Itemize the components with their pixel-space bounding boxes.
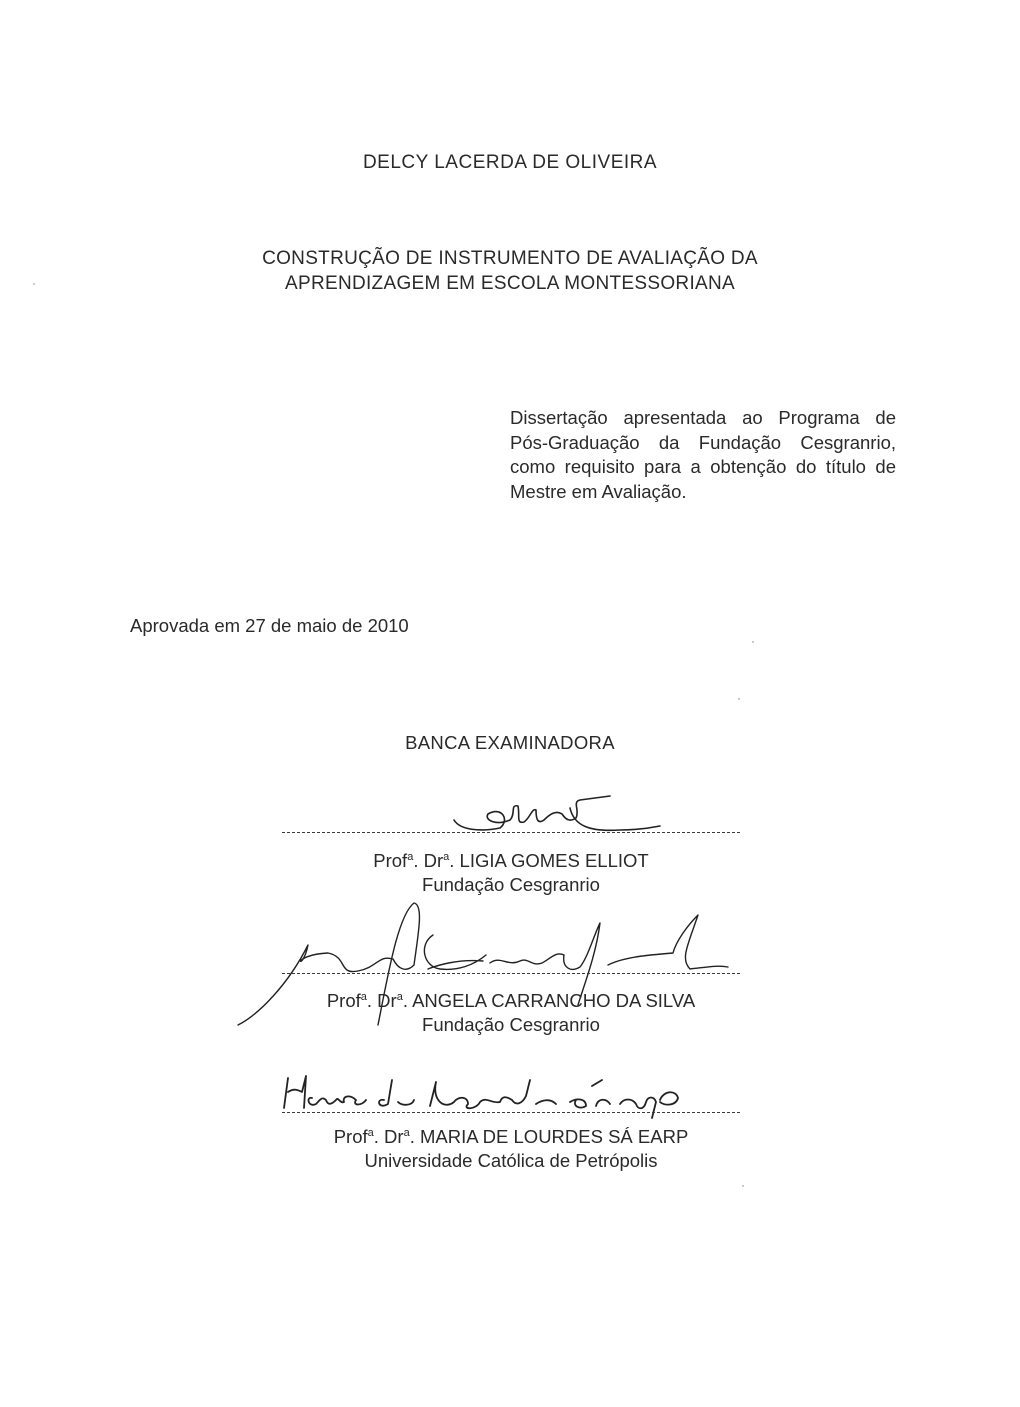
scan-speck	[752, 641, 754, 643]
member-3-name-line: Prof$^a$. Dr$^a$. MARIA DE LOURDES SÁ EARP	[333, 1126, 689, 1147]
member-2-institution: Fundação Cesgranrio	[422, 1014, 600, 1035]
signature-line-1	[282, 832, 740, 833]
member-3-institution: Universidade Católica de Petrópolis	[364, 1150, 658, 1171]
dissertation-title	[0, 246, 1020, 296]
scan-speck	[742, 1185, 744, 1187]
committee-heading: BANCA EXAMINADORA	[405, 732, 615, 753]
committee-member-3	[282, 1121, 740, 1173]
member-2-name: ANGELA CARRANCHO DA SILVA	[412, 990, 696, 1011]
scan-speck	[738, 698, 740, 700]
member-2-name-line: Prof$^a$. Dr$^a$. ANGELA CARRANCHO DA SILVA	[326, 990, 696, 1011]
scan-speck	[33, 283, 35, 285]
title-line-2: APRENDIZAGEM EM ESCOLA MONTESSORIANA	[285, 273, 735, 294]
member-1-institution: Fundação Cesgranrio	[422, 874, 600, 895]
title-line-1: CONSTRUÇÃO DE INSTRUMENTO DE AVALIAÇÃO DA	[262, 248, 758, 269]
committee-member-2	[282, 985, 740, 1037]
author-name: DELCY LACERDA DE OLIVEIRA	[362, 152, 658, 173]
member-1-name: LIGIA GOMES ELLIOT	[459, 850, 649, 871]
member-3-name: MARIA DE LOURDES SÁ EARP	[419, 1126, 689, 1147]
approval-date: Aprovada em 27 de maio de 2010	[130, 615, 409, 636]
signature-line-2	[282, 973, 740, 974]
purpose-statement: Dissertação apresentada ao Programa de Pós-Graduação da Fundação Cesgranrio, como requisito para a obtenção do título de Mestre em Avaliação.	[510, 407, 896, 502]
signature-line-3	[282, 1112, 740, 1113]
member-1-name-line: Prof$^a$. Dr$^a$. LIGIA GOMES ELLIOT	[373, 850, 649, 871]
committee-member-1	[282, 845, 740, 897]
